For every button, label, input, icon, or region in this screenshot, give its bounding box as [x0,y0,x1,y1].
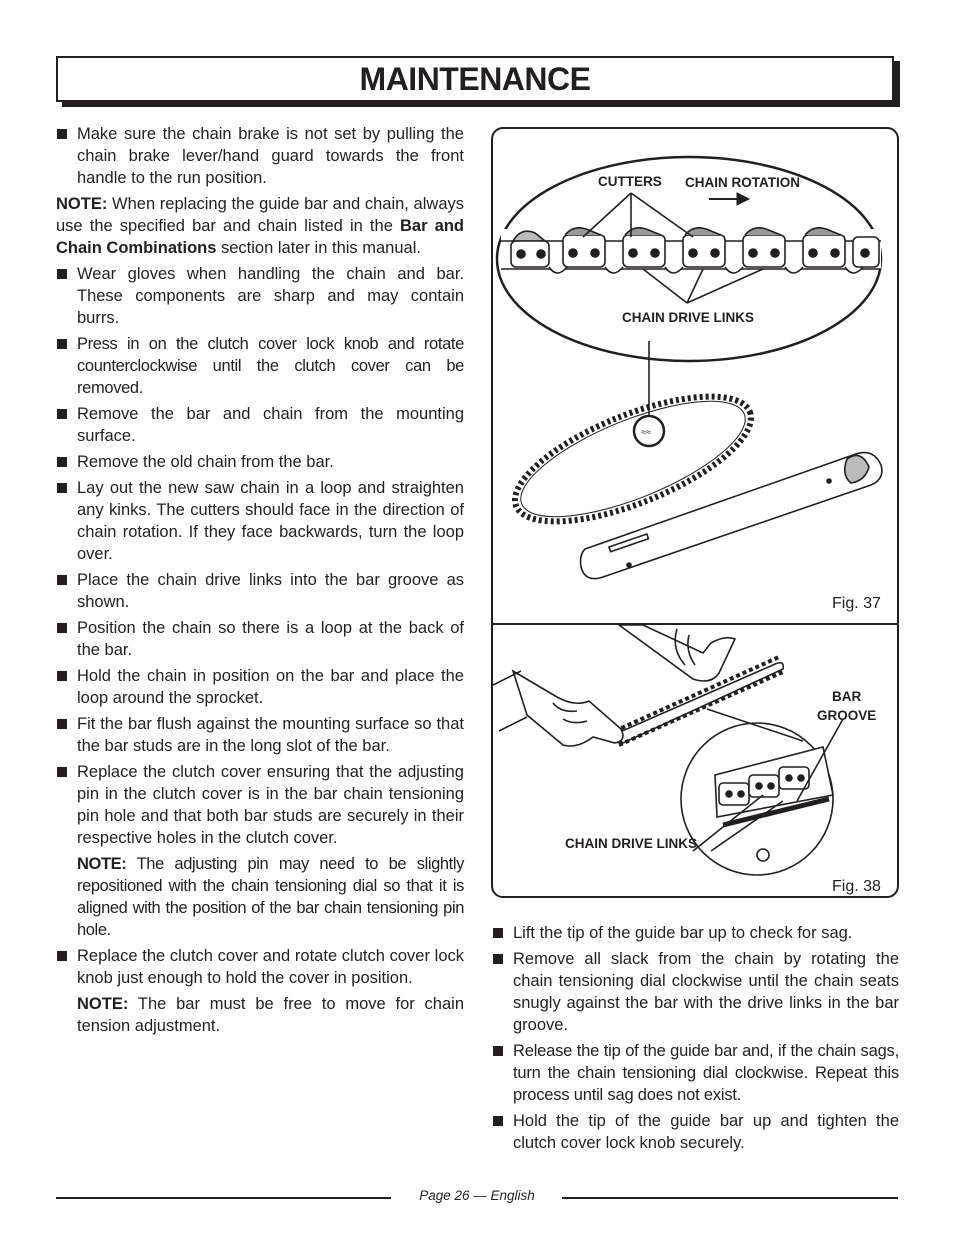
callout-cutters: CUTTERS [598,174,662,189]
bullet-item: Replace the clutch cover and rotate clutch cover lock knob just enough to hold the cover in position. [56,945,464,989]
bullet-item: Press in on the clutch cover lock knob and rotate counterclockwise until the clutch cover can be removed. [56,333,464,399]
bullet-square-icon [493,954,503,964]
bullet-item: Fit the bar flush against the mounting surface so that the bar studs are in the long slot of the bar. [56,713,464,757]
guide-bar [581,453,882,579]
bullet-square-icon [57,457,67,467]
bullet-square-icon [57,671,67,681]
bullet-square-icon [57,483,67,493]
bullet-square-icon [493,928,503,938]
bullet-item: Make sure the chain brake is not set by pulling the chain brake lever/hand guard towards the front handle to the run position. [56,123,464,189]
bullet-item: Hold the chain in position on the bar and place the loop around the sprocket. [56,665,464,709]
left-column [56,123,464,1041]
bullet-item: Lift the tip of the guide bar up to check for sag. [492,922,899,944]
page-number: Page 26 — English [419,1188,535,1203]
bullet-item: Hold the tip of the guide bar up and tighten the clutch cover lock knob securely. [492,1110,899,1154]
bullet-square-icon [57,767,67,777]
bullet-item: Position the chain so there is a loop at the back of the bar. [56,617,464,661]
note-bar-chain: NOTE: When replacing the guide bar and chain, always use the specified bar and chain listed in the Bar and Chain Combinations section later in this manual. [56,195,464,257]
right-column [492,922,899,1158]
callout-chain-drive-links-37: CHAIN DRIVE LINKS [622,310,755,325]
svg-text:≈≈: ≈≈ [641,427,651,437]
bullet-square-icon [57,719,67,729]
chain-closeup [501,228,881,273]
callout-bar-groove: BAR GROOVE [817,689,877,723]
glove-left [513,671,623,746]
bullet-square-icon [57,269,67,279]
fig38-illustration [493,625,897,895]
section-header [56,56,894,102]
bullet-item: Replace the clutch cover ensuring that the adjusting pin in the clutch cover is in the bar chain tensioning pin hole and that both bar studs are securely in their respective holes in the clutch cover. [56,761,464,849]
fig37-label: Fig. 37 [832,595,881,612]
bullet-square-icon [493,1116,503,1126]
section-title: MAINTENANCE [359,60,591,97]
bullet-square-icon [57,951,67,961]
page-footer [56,1186,898,1208]
bullet-square-icon [493,1046,503,1056]
callout-chain-rotation: CHAIN ROTATION [685,175,800,190]
note-adjusting-pin: NOTE: The adjusting pin may need to be slightly repositioned with the chain tensioning dial so that it is aligned with the position of the bar chain tensioning pin hole. [77,855,464,939]
bullet-item: Release the tip of the guide bar and, if the chain sags, turn the chain tensioning dial clockwise. Repeat this process until sag does not exist. [492,1040,899,1106]
callout-chain-drive-links-38: CHAIN DRIVE LINKS [565,836,698,851]
bullet-item: Place the chain drive links into the bar groove as shown. [56,569,464,613]
bullet-item: Remove the old chain from the bar. [56,451,464,473]
footer-rule-right [562,1197,898,1199]
bullet-item: Remove all slack from the chain by rotating the chain tensioning dial clockwise until the chain seats snugly against the bar with the drive links in the bar groove. [492,948,899,1036]
note-bar-free: NOTE: The bar must be free to move for chain tension adjustment. [77,995,464,1035]
fig38-label: Fig. 38 [832,878,881,895]
bullet-item: Wear gloves when handling the chain and bar. These components are sharp and may contain burrs. [56,263,464,329]
fig37-illustration [493,129,897,623]
bullet-square-icon [57,575,67,585]
bullet-item: Remove the bar and chain from the mounting surface. [56,403,464,447]
bullet-item: Lay out the new saw chain in a loop and straighten any kinks. The cutters should face in the direction of chain rotation. If they face backwards, turn the loop over. [56,477,464,565]
bullet-square-icon [57,129,67,139]
bullet-square-icon [57,339,67,349]
bullet-square-icon [57,409,67,419]
bullet-square-icon [57,623,67,633]
figure-panel [491,127,899,898]
